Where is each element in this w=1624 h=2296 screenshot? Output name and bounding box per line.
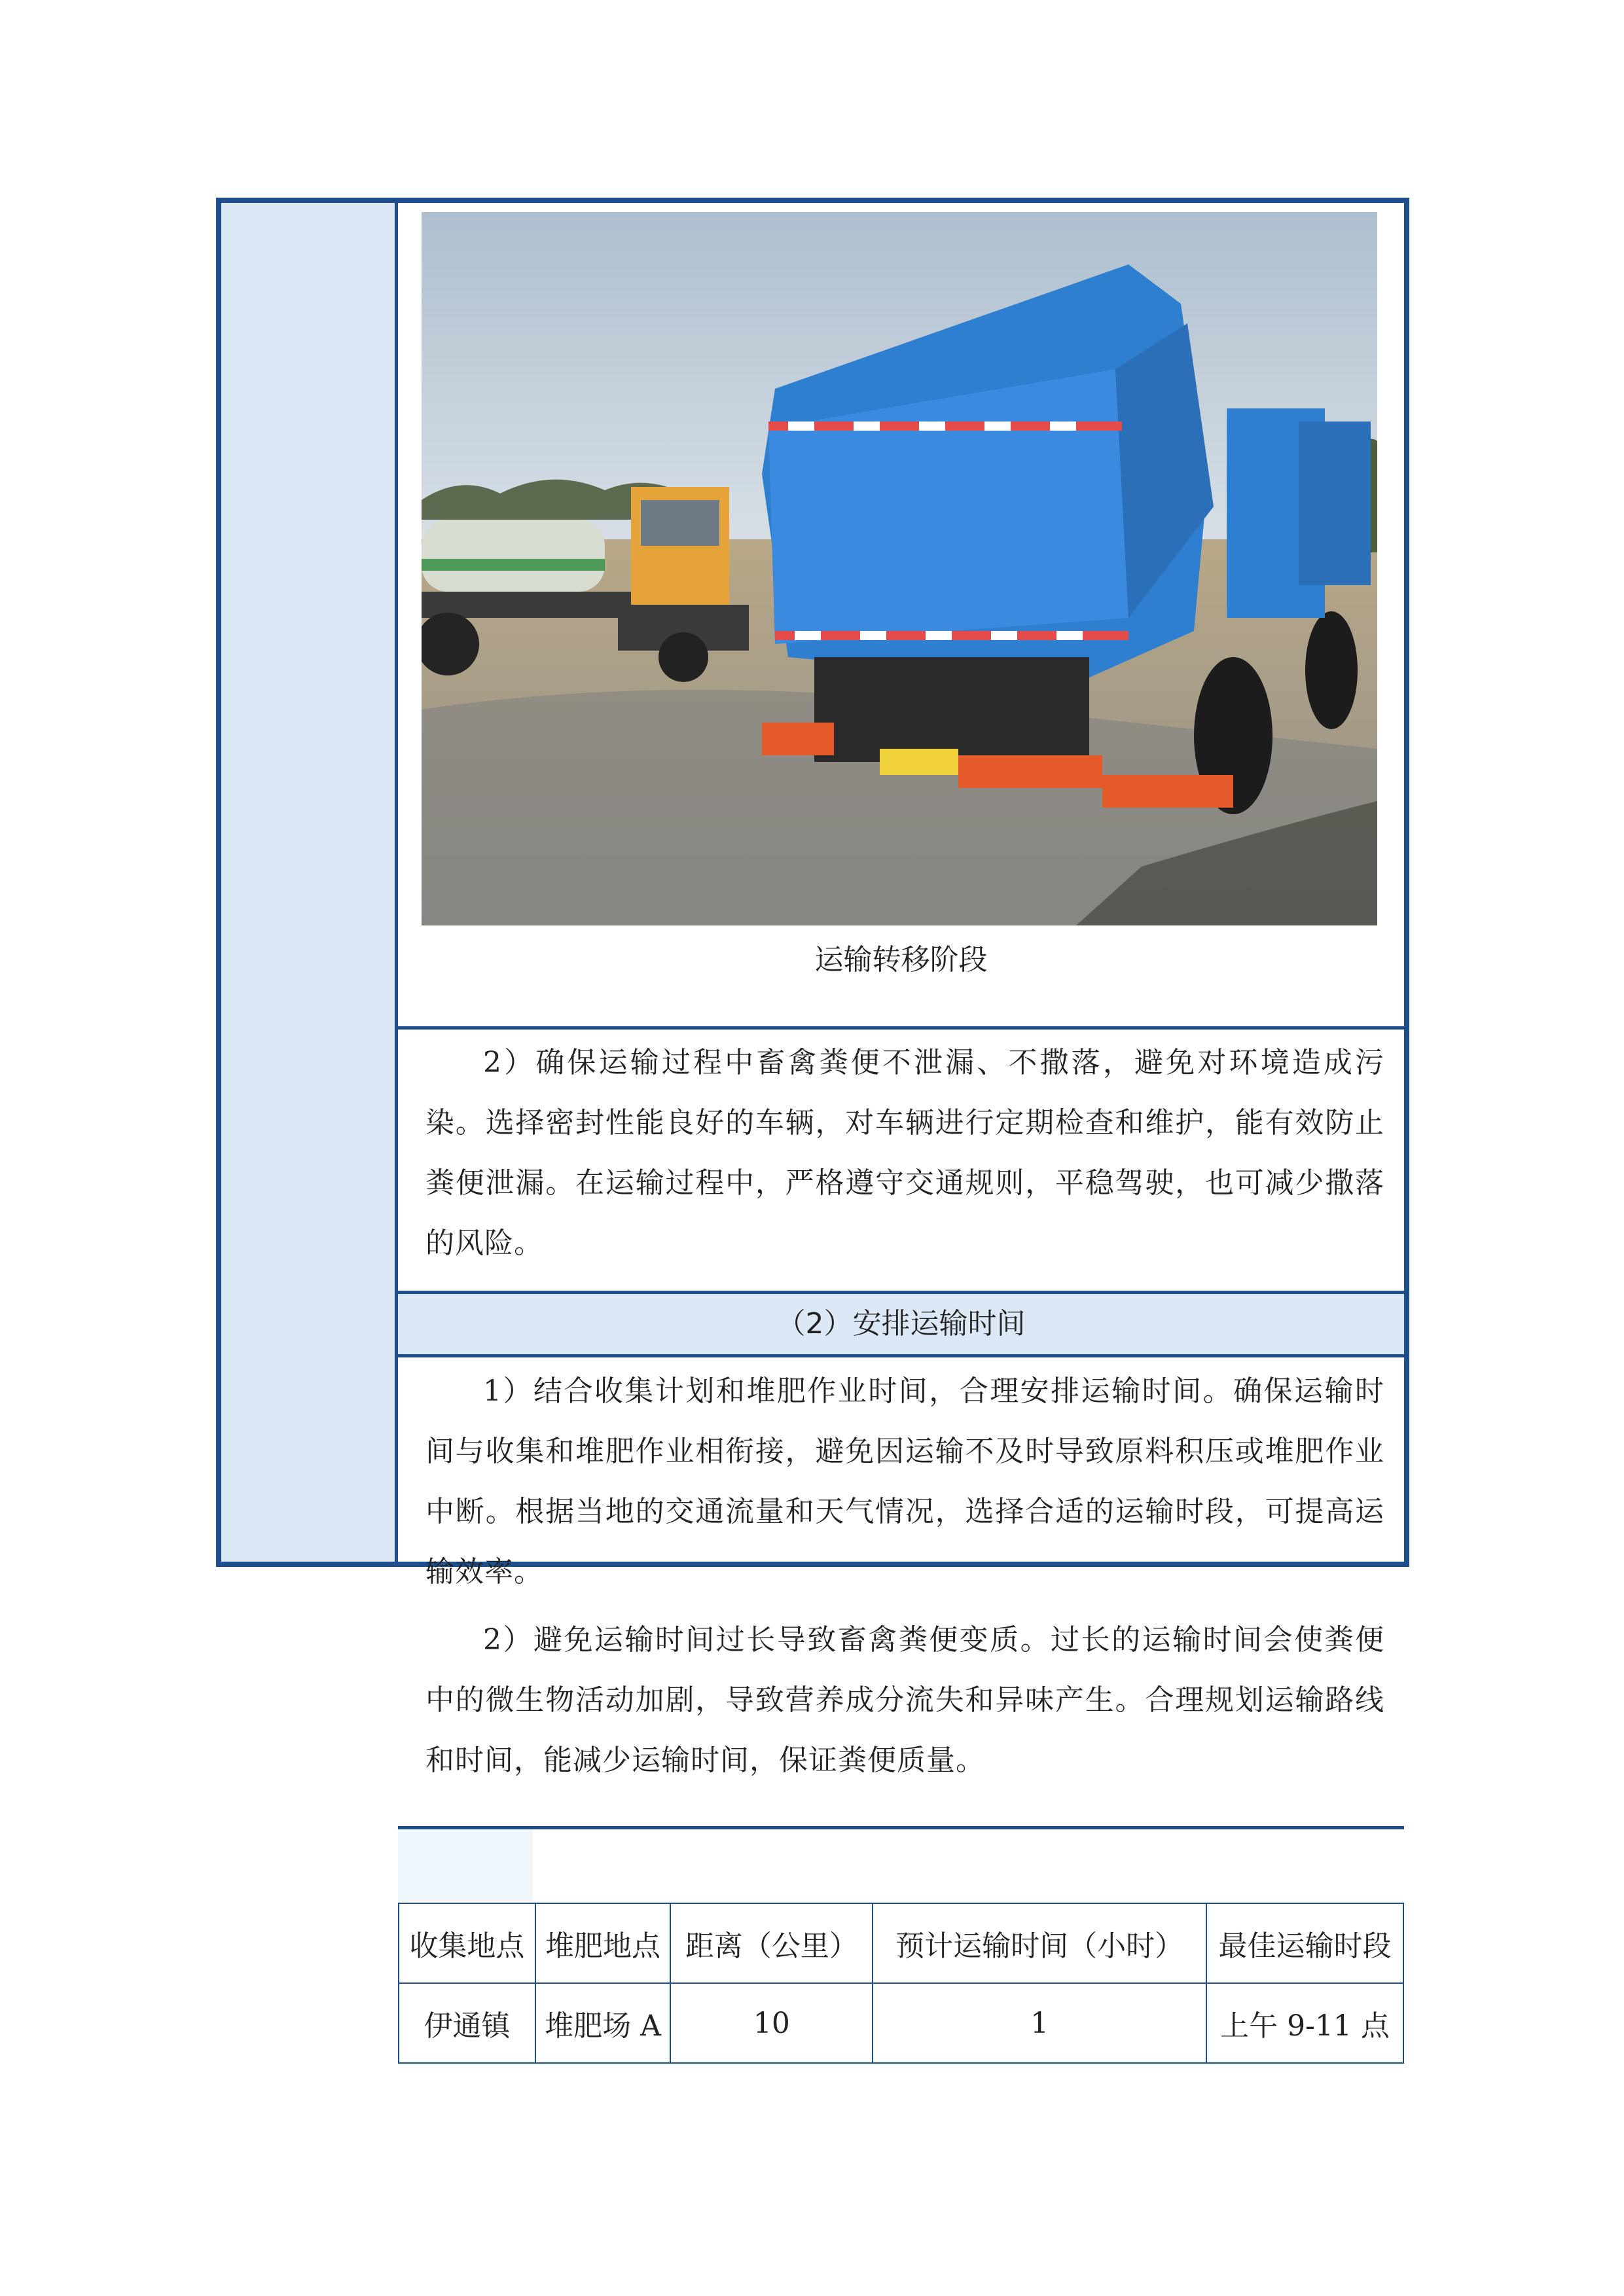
table-header-cell: 堆肥地点 (535, 1903, 671, 1983)
paragraph-leak-prevention: 2）确保运输过程中畜禽粪便不泄漏、不撒落，避免对环境造成污染。选择密封性能良好的车辆，对车辆进行定期检查和维护，能有效防止粪便泄漏。在运输过程中，严格遵守交通规则，平稳驾驶，也可减少撒落的风险。 (425, 1046, 1384, 1260)
table-cell: 1 (873, 1983, 1206, 2063)
content-column (398, 203, 1404, 2043)
table-header-cell: 预计运输时间（小时） (873, 1903, 1206, 1983)
left-shaded-column (221, 203, 398, 1562)
garbage-truck-photo (422, 212, 1377, 925)
section-heading-schedule: （2）安排运输时间 (398, 1294, 1404, 1354)
divider (398, 1354, 1404, 1357)
table-header-cell: 收集地点 (399, 1903, 535, 1983)
transport-schedule-table (398, 1903, 1404, 2064)
table-header-cell: 最佳运输时段 (1206, 1903, 1403, 1983)
table-header-row (399, 1903, 1403, 1983)
divider (398, 1826, 1404, 1829)
table-spacer-cell (398, 1829, 533, 1901)
table-cell: 10 (670, 1983, 873, 2063)
table-cell: 堆肥场 A (535, 1983, 671, 2063)
paragraph-schedule-plan: 1）结合收集计划和堆肥作业时间，合理安排运输时间。确保运输时间与收集和堆肥作业相衔接，避免因运输不及时导致原料积压或堆肥作业中断。根据当地的交通流量和天气情况，选择合适的运输时段，可提高运输效率。 (425, 1374, 1384, 1588)
photo-caption: 运输转移阶段 (814, 943, 988, 977)
document-frame (216, 198, 1409, 2043)
divider (398, 1026, 1404, 1030)
paragraph-avoid-spoilage: 2）避免运输时间过长导致畜禽粪便变质。过长的运输时间会使粪便中的微生物活动加剧，导致营养成分流失和异味产生。合理规划运输路线和时间，能减少运输时间，保证粪便质量。 (425, 1623, 1384, 1777)
table-header-cell: 距离（公里） (670, 1903, 873, 1983)
table-row (399, 1983, 1403, 2063)
table-cell: 伊通镇 (399, 1983, 535, 2063)
table-cell: 上午 9-11 点 (1206, 1983, 1403, 2063)
